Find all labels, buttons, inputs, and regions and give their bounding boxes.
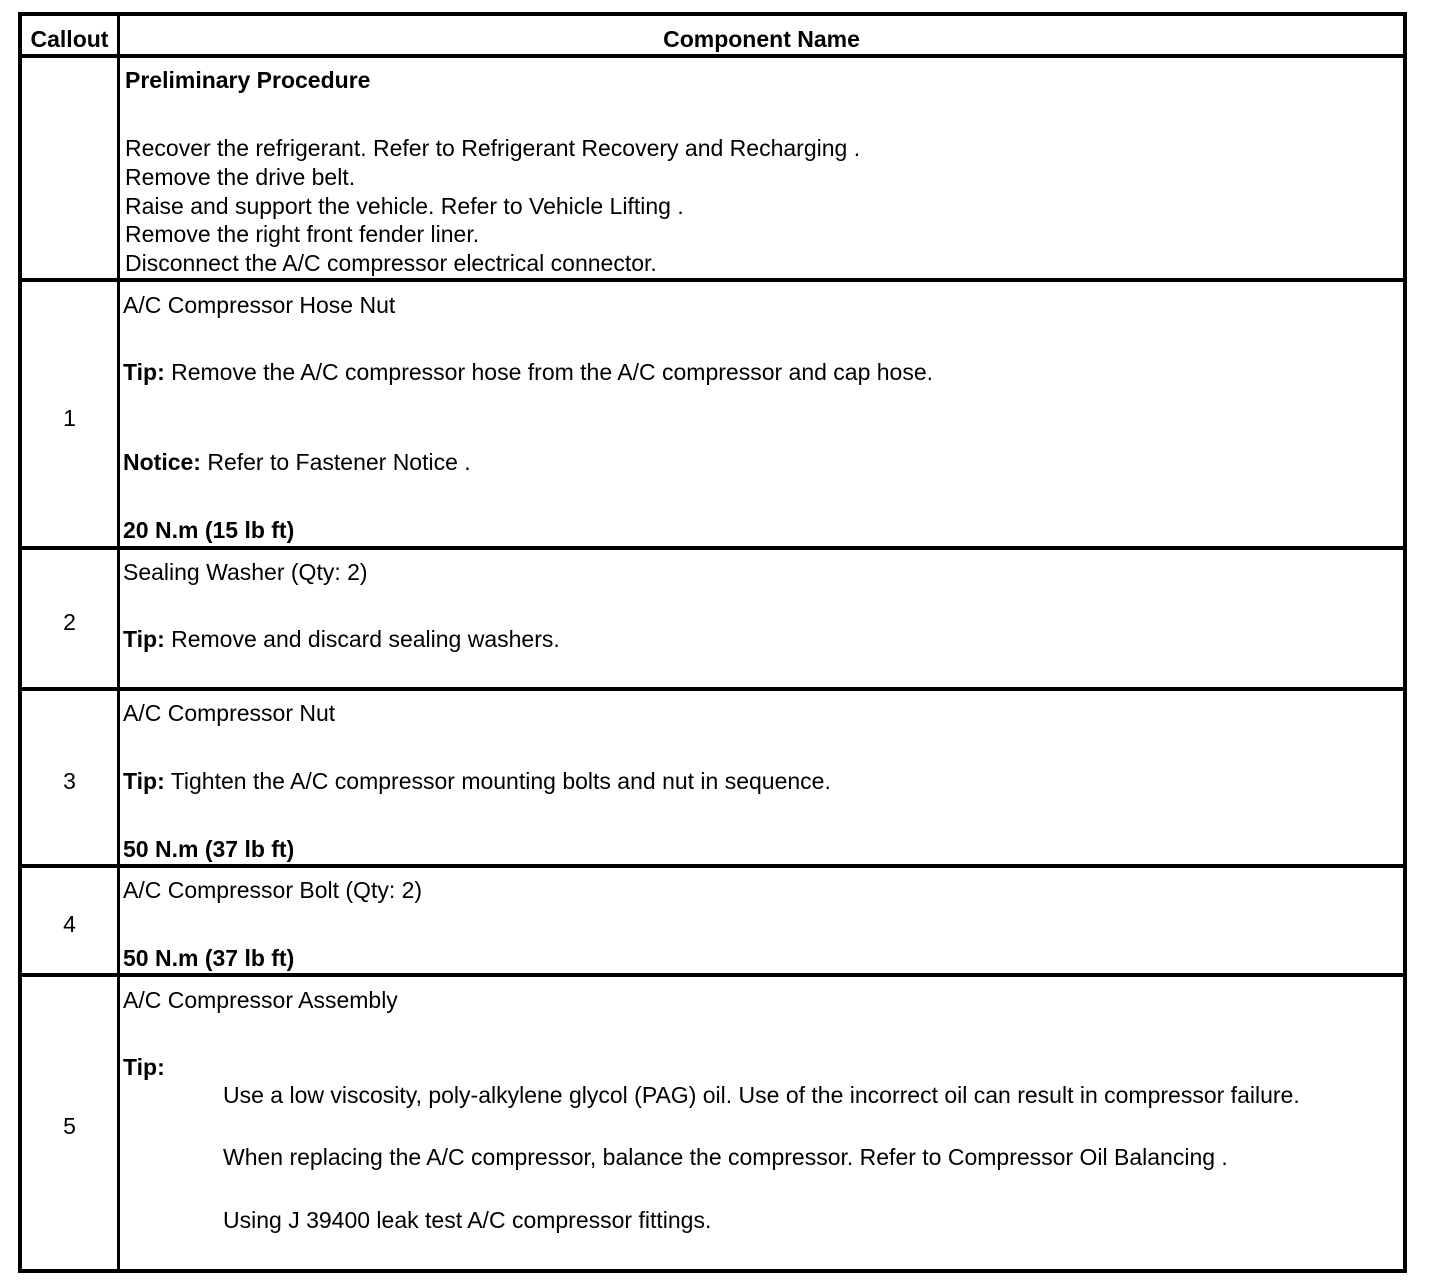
component-title: A/C Compressor Nut [123, 700, 336, 726]
tip-item: Using J 39400 leak test A/C compressor fittings. [223, 1207, 712, 1233]
row-divider [22, 278, 1403, 282]
tip-label: Tip: [123, 1054, 165, 1080]
callout-number: 1 [63, 405, 76, 431]
callout-number: 4 [63, 911, 76, 937]
row-divider [22, 973, 1403, 977]
torque-spec: 20 N.m (15 lb ft) [123, 517, 295, 543]
component-table [18, 12, 1407, 1273]
component-title: Sealing Washer (Qty: 2) [123, 559, 368, 585]
component-name-header: Component Name [663, 26, 860, 52]
component-title: A/C Compressor Hose Nut [123, 292, 396, 318]
preliminary-step: Recover the refrigerant. Refer to Refrigerant Recovery and Recharging . [125, 135, 861, 161]
preliminary-title: Preliminary Procedure [125, 67, 371, 93]
torque-spec: 50 N.m (37 lb ft) [123, 836, 295, 862]
tip-item: Use a low viscosity, poly-alkylene glycol (PAG) oil. Use of the incorrect oil can result in compressor failure. [223, 1082, 1300, 1108]
row-divider [22, 54, 1403, 58]
tip-text: Tip: Remove and discard sealing washers. [123, 626, 560, 652]
callout-number: 3 [63, 768, 76, 794]
callout-number: 2 [63, 609, 76, 635]
component-title: A/C Compressor Bolt (Qty: 2) [123, 877, 423, 903]
preliminary-step: Raise and support the vehicle. Refer to Vehicle Lifting . [125, 193, 684, 219]
tip-text: Tip: Remove the A/C compressor hose from the A/C compressor and cap hose. [123, 359, 934, 385]
callout-number: 5 [63, 1113, 76, 1139]
tip-item: When replacing the A/C compressor, balance the compressor. Refer to Compressor Oil Balancing . [223, 1144, 1228, 1170]
preliminary-step: Remove the drive belt. [125, 164, 356, 190]
row-divider [22, 864, 1403, 868]
preliminary-step: Remove the right front fender liner. [125, 221, 480, 247]
component-title: A/C Compressor Assembly [123, 987, 398, 1013]
row-divider [22, 687, 1403, 691]
notice-text: Notice: Refer to Fastener Notice . [123, 449, 471, 475]
column-divider [117, 16, 120, 1269]
torque-spec: 50 N.m (37 lb ft) [123, 945, 295, 971]
row-divider [22, 546, 1403, 550]
preliminary-step: Disconnect the A/C compressor electrical connector. [125, 250, 657, 276]
callout-header: Callout [30, 26, 109, 52]
tip-text: Tip: Tighten the A/C compressor mounting bolts and nut in sequence. [123, 768, 831, 794]
